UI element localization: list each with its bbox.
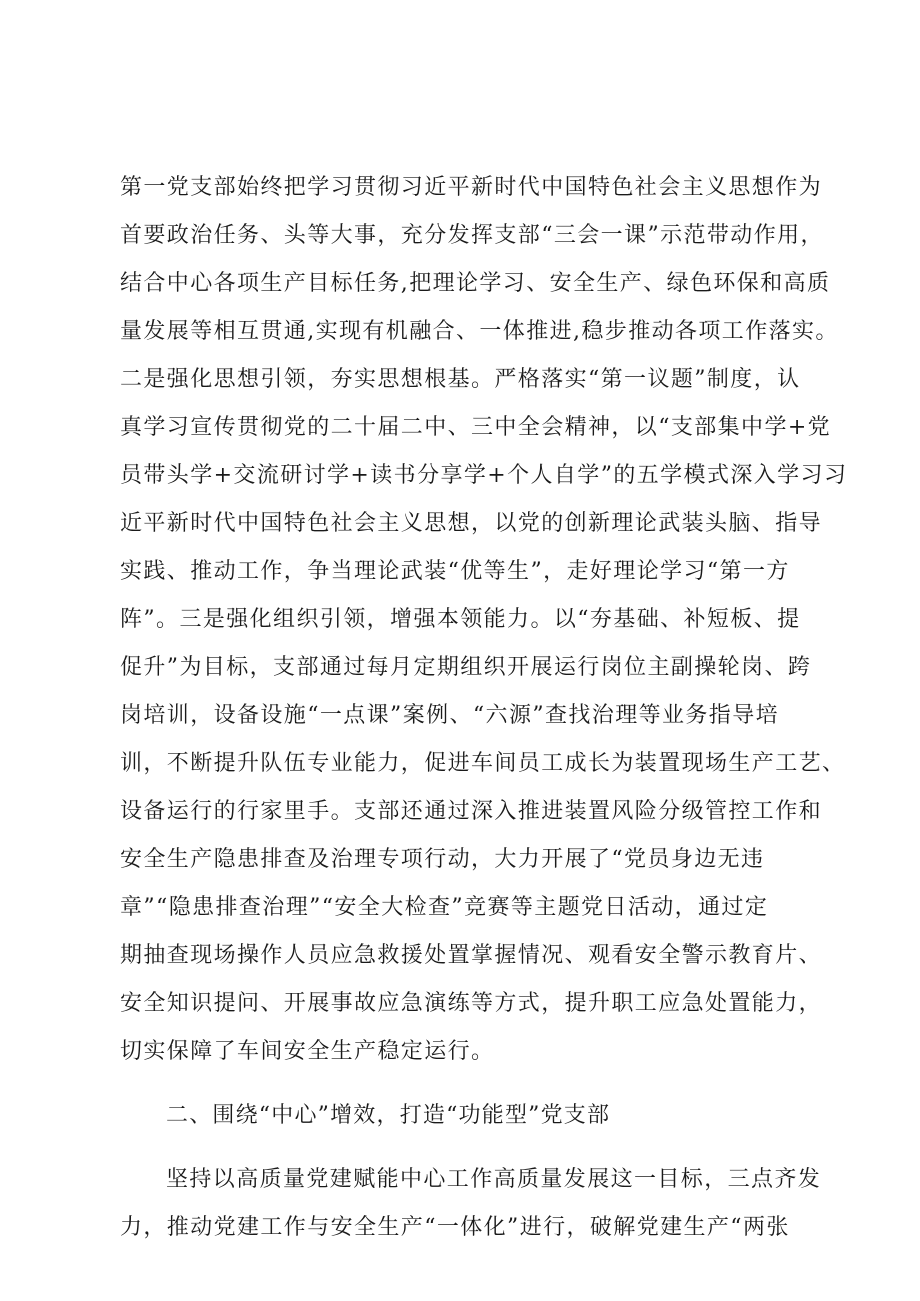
text-line: 训，不断提升队伍专业能力，促进车间员工成长为装置现场生产工艺、	[120, 751, 846, 776]
text-line: 近平新时代中国特色社会主义思想，以党的创新理论武装头脑、指导	[120, 511, 823, 536]
text-line: 阵”。三是强化组织引领，增强本领能力。以“夯基础、补短板、提	[120, 607, 801, 632]
text-line: 切实保障了车间安全生产稳定运行。	[120, 1039, 495, 1064]
paragraph-gap	[120, 1076, 820, 1092]
text-line: 第一党支部始终把学习贯彻习近平新时代中国特色社会主义思想作为	[120, 175, 823, 200]
text-line: 设备运行的行家里手。支部还通过深入推进装置风险分级管控工作和	[120, 799, 823, 824]
text-line: 促升”为目标，支部通过每月定期组织开展运行岗位主副操轮岗、跨	[120, 655, 812, 680]
text-line: 实践、推动工作，争当理论武装“优等生”，走好理论学习“第一方	[120, 559, 790, 584]
text-line: 员带头学+交流研讨学+读书分享学+个人自学”的五学模式深入学习习	[120, 463, 848, 488]
text-line: 期抽查现场操作人员应急救援处置掌握情况、观看安全警示教育片、	[120, 943, 823, 968]
text-line: 首要政治任务、头等大事，充分发挥支部“三会一课”示范带动作用，	[120, 223, 824, 248]
text-line: 二是强化思想引领，夯实思想根基。严格落实“第一议题”制度，认	[120, 367, 801, 392]
text-line: 岗培训，设备设施“一点课”案例、“六源”查找治理等业务指导培	[120, 703, 779, 728]
text-line: 坚持以高质量党建赋能中心工作高质量发展这一目标，三点齐发	[166, 1167, 822, 1192]
text-line: 量发展等相互贯通,实现有机融合、一体推进,稳步推动各项工作落实。	[120, 319, 839, 344]
text-line: 真学习宣传贯彻党的二十届二中、三中全会精神，以“支部集中学+党	[120, 415, 832, 440]
text-line: 结合中心各项生产目标任务,把理论学习、安全生产、绿色环保和高质	[120, 271, 831, 296]
section-heading: 二、围绕“中心”增效，打造“功能型”党支部	[166, 1103, 611, 1128]
text-line: 力，推动党建工作与安全生产“一体化”进行，破解党建生产“两张	[120, 1215, 790, 1240]
text-line: 章”“隐患排查治理”“安全大检查”竞赛等主题党日活动，通过定	[120, 895, 769, 920]
document-body	[120, 164, 848, 1252]
text-line: 安全知识提问、开展事故应急演练等方式，提升职工应急处置能力，	[120, 991, 823, 1016]
paragraph-gap	[120, 1140, 820, 1156]
text-line: 安全生产隐患排查及治理专项行动，大力开展了“党员身边无违	[120, 847, 765, 872]
